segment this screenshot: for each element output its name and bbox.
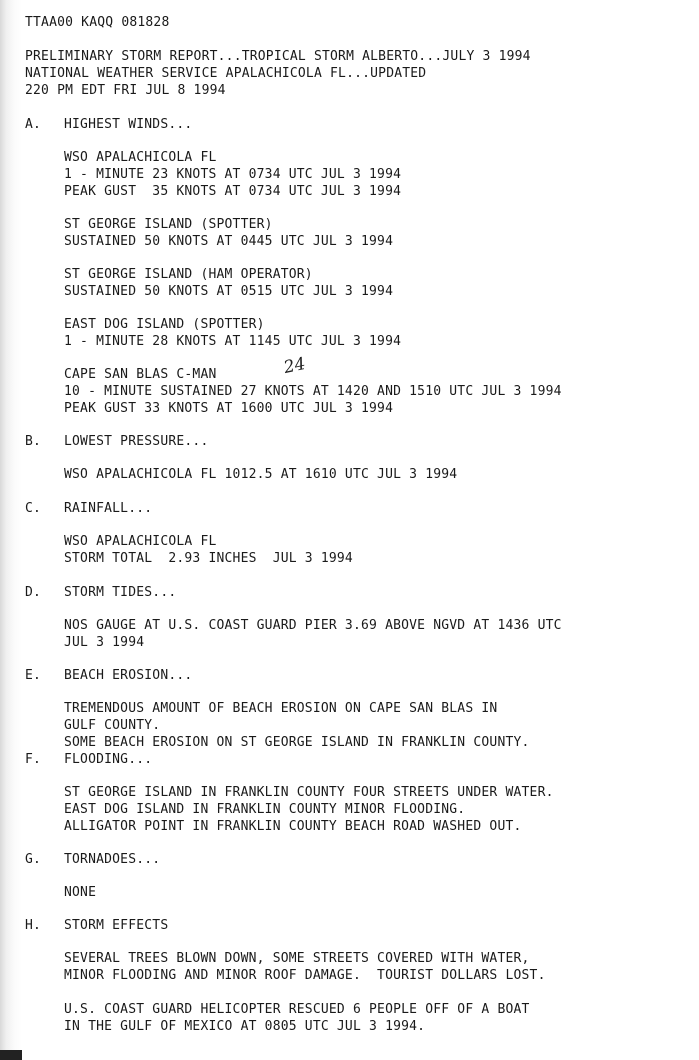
section-a-line: SUSTAINED 50 KNOTS AT 0515 UTC JUL 3 1994 — [64, 284, 394, 299]
scan-artifact — [0, 1050, 22, 1060]
section-title: TORNADOES... — [64, 852, 161, 867]
section-d-line: JUL 3 1994 — [64, 635, 145, 650]
section-d-line: NOS GAUGE AT U.S. COAST GUARD PIER 3.69 ABOVE NGVD AT 1436 UTC — [64, 618, 562, 633]
section-a-line: WSO APALACHICOLA FL — [64, 150, 217, 165]
report-issued: 220 PM EDT FRI JUL 8 1994 — [25, 83, 226, 98]
section-a-line: EAST DOG ISLAND (SPOTTER) — [64, 317, 265, 332]
section-f-line: EAST DOG ISLAND IN FRANKLIN COUNTY MINOR FLOODING. — [64, 802, 466, 817]
section-e-line: TREMENDOUS AMOUNT OF BEACH EROSION ON CAPE SAN BLAS IN — [64, 701, 498, 716]
section-a-line: ST GEORGE ISLAND (SPOTTER) — [64, 217, 273, 232]
section-f-line: ALLIGATOR POINT IN FRANKLIN COUNTY BEACH ROAD WASHED OUT. — [64, 819, 522, 834]
section-h-heading — [25, 917, 168, 934]
section-title: STORM TIDES... — [64, 585, 177, 600]
section-e-heading — [25, 667, 192, 684]
section-g-heading — [25, 851, 160, 868]
section-letter: A. — [25, 117, 42, 132]
section-d-heading — [25, 584, 176, 601]
section-title: FLOODING... — [64, 752, 153, 767]
section-letter: B. — [25, 434, 42, 449]
section-g-line: NONE — [64, 885, 97, 900]
section-h-line: MINOR FLOODING AND MINOR ROOF DAMAGE. TOURIST DOLLARS LOST. — [64, 968, 546, 983]
section-title: STORM EFFECTS — [64, 918, 169, 933]
section-letter: F. — [25, 752, 42, 767]
section-c-heading — [25, 500, 152, 517]
section-f-heading — [25, 751, 152, 768]
section-c-line: WSO APALACHICOLA FL — [64, 534, 217, 549]
section-h-line: SEVERAL TREES BLOWN DOWN, SOME STREETS COVERED WITH WATER, — [64, 951, 530, 966]
section-a-heading — [25, 116, 192, 133]
section-title: LOWEST PRESSURE... — [64, 434, 209, 449]
report-code: TTAA00 KAQQ 081828 — [25, 15, 170, 30]
section-h-line: U.S. COAST GUARD HELICOPTER RESCUED 6 PEOPLE OFF OF A BOAT — [64, 1002, 530, 1017]
section-a-line: CAPE SAN BLAS C-MAN — [64, 367, 217, 382]
section-a-line: ST GEORGE ISLAND (HAM OPERATOR) — [64, 267, 313, 282]
section-e-line: GULF COUNTY. — [64, 718, 161, 733]
section-letter: G. — [25, 852, 42, 867]
report-office: NATIONAL WEATHER SERVICE APALACHICOLA FL...UPDATED — [25, 66, 427, 81]
section-title: BEACH EROSION... — [64, 668, 193, 683]
section-a-line: 1 - MINUTE 28 KNOTS AT 1145 UTC JUL 3 1994 — [64, 334, 402, 349]
section-letter: E. — [25, 668, 42, 683]
section-title: HIGHEST WINDS... — [64, 117, 193, 132]
section-title: RAINFALL... — [64, 501, 153, 516]
report-title: PRELIMINARY STORM REPORT...TROPICAL STORM ALBERTO...JULY 3 1994 — [25, 49, 531, 64]
section-a-line: SUSTAINED 50 KNOTS AT 0445 UTC JUL 3 1994 — [64, 234, 394, 249]
section-b-heading — [25, 433, 208, 450]
section-a-line: PEAK GUST 35 KNOTS AT 0734 UTC JUL 3 1994 — [64, 184, 402, 199]
section-h-line: IN THE GULF OF MEXICO AT 0805 UTC JUL 3 1994. — [64, 1019, 426, 1034]
handwritten-correction: 24 — [282, 353, 308, 379]
section-letter: C. — [25, 501, 42, 516]
section-a-line: 1 - MINUTE 23 KNOTS AT 0734 UTC JUL 3 1994 — [64, 167, 402, 182]
section-b-line: WSO APALACHICOLA FL 1012.5 AT 1610 UTC JUL 3 1994 — [64, 467, 458, 482]
section-letter: D. — [25, 585, 42, 600]
section-c-line: STORM TOTAL 2.93 INCHES JUL 3 1994 — [64, 551, 353, 566]
section-a-line: 10 - MINUTE SUSTAINED 27 KNOTS AT 1420 AND 1510 UTC JUL 3 1994 — [64, 384, 562, 399]
section-e-line: SOME BEACH EROSION ON ST GEORGE ISLAND IN FRANKLIN COUNTY. — [64, 735, 530, 750]
section-a-line: PEAK GUST 33 KNOTS AT 1600 UTC JUL 3 1994 — [64, 401, 394, 416]
section-letter: H. — [25, 918, 42, 933]
section-f-line: ST GEORGE ISLAND IN FRANKLIN COUNTY FOUR STREETS UNDER WATER. — [64, 785, 554, 800]
